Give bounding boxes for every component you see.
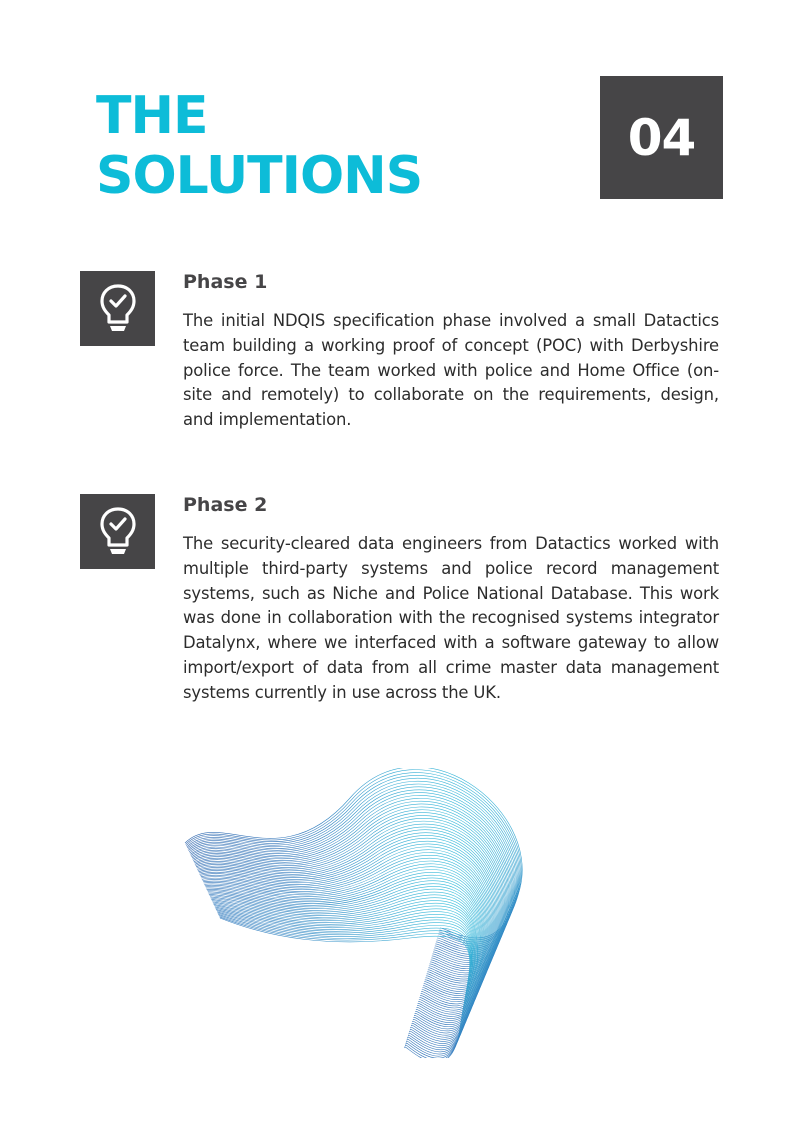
wave-line [212, 898, 478, 1033]
wave-mesh-graphic [180, 768, 530, 1058]
wave-line [217, 911, 473, 1050]
phase-1-title: Phase 1 [183, 271, 268, 293]
wave-line [220, 918, 470, 1058]
section-number: 04 [627, 108, 696, 167]
wave-line [216, 909, 473, 1047]
page-title [96, 86, 422, 206]
wave-line [210, 886, 482, 1024]
lightbulb-check-icon [80, 271, 155, 346]
title-line-1: THE [96, 86, 208, 146]
lightbulb-check-icon [80, 494, 155, 569]
wave-line [214, 904, 476, 1039]
section-number-badge [600, 76, 723, 199]
phase-2-title: Phase 2 [183, 494, 268, 516]
wave-line [218, 913, 472, 1054]
wave-line [212, 900, 477, 1035]
phase-2-body: The security-cleared data engineers from Datactics worked with multiple third-party systems and police record management systems, such as Niche and Police National Database. This work was done in collaboration with the recognised systems integrator Datalynx, where we interfaced with a software gateway to allow import/export of data from all crime master data management systems currently in use across the UK. [183, 534, 719, 702]
wave-line [203, 852, 493, 999]
wave-line [217, 912, 472, 1052]
phase-1-body: The initial NDQIS specification phase involved a small Datactics team building a working proof of concept (POC) with Derbyshire police force. The team worked with police and Home Office (on-site and remotely) to collaborate on the requirements, design, and implementation. [183, 311, 719, 430]
title-line-2: SOLUTIONS [96, 146, 423, 206]
